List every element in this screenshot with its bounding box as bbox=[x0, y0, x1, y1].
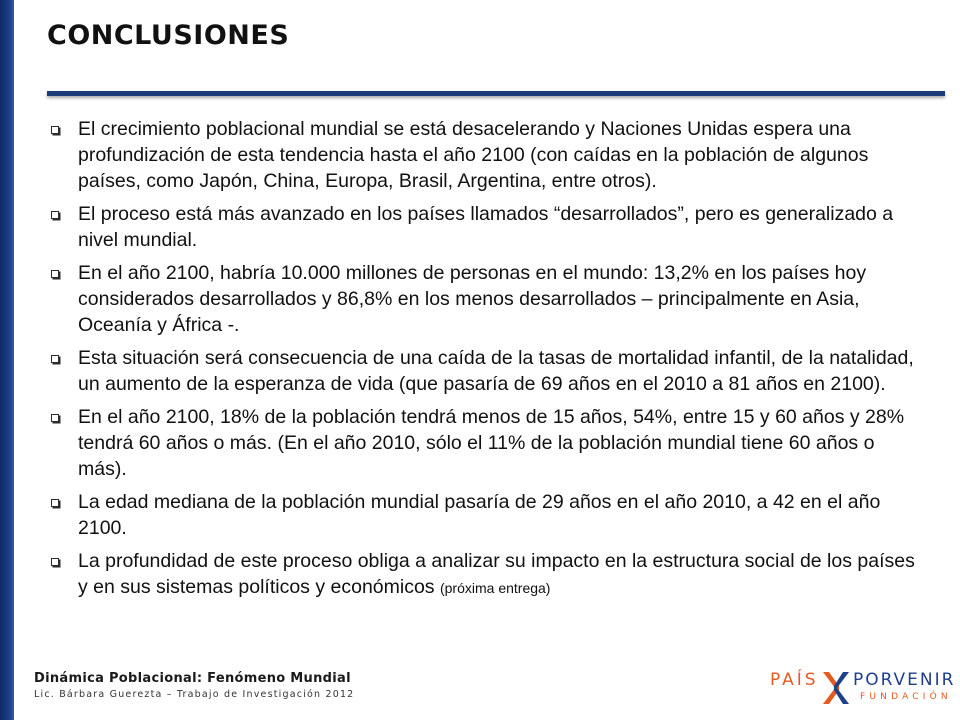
bullet-text: La profundidad de este proceso obliga a analizar su impacto en la estructura social de los países y en sus sistemas políticos y económicos bbox=[78, 550, 915, 598]
conclusions-list bbox=[46, 116, 916, 608]
slide-title: CONCLUSIONES bbox=[47, 20, 290, 51]
bullet-text: La edad mediana de la población mundial pasaría de 29 años en el año 2010, a 42 en el año 2100. bbox=[78, 491, 881, 539]
title-divider bbox=[47, 91, 945, 96]
bullet-note: (próxima entrega) bbox=[439, 580, 551, 596]
square-bullet-icon bbox=[51, 414, 59, 422]
list-item bbox=[46, 201, 916, 253]
square-bullet-icon bbox=[51, 126, 59, 134]
logo-fundacion-text: FUNDACIÓN bbox=[860, 692, 952, 702]
list-item bbox=[46, 548, 916, 601]
footer-author: Lic. Bárbara Guerezta – Trabajo de Investigación 2012 bbox=[34, 689, 355, 700]
footer-title: Dinámica Poblacional: Fenómeno Mundial bbox=[34, 671, 351, 686]
bullet-text: En el año 2100, 18% de la población tendrá menos de 15 años, 54%, entre 15 y 60 años y 28% tendrá 60 años o más. (En el año 2010, sólo el 11% de la población mundial tiene 60 años o más). bbox=[78, 406, 905, 480]
bullet-text: El crecimiento poblacional mundial se está desacelerando y Naciones Unidas espera una profundización de esta tendencia hasta el año 2100 (con caídas en la población de algunos países, como Japón, China, Europa, Brasil, Argentina, entre otros). bbox=[78, 118, 869, 192]
square-bullet-icon bbox=[51, 558, 59, 566]
list-item bbox=[46, 345, 916, 397]
list-item bbox=[46, 260, 916, 338]
bullet-text: En el año 2100, habría 10.000 millones de personas en el mundo: 13,2% en los países hoy considerados desarrollados y 86,8% en los menos desarrollados – principalmente en Asia, Oceanía y África -. bbox=[78, 262, 867, 336]
logo-pais-text: PAÍS bbox=[770, 670, 819, 690]
bullet-text: El proceso está más avanzado en los países llamados “desarrollados”, pero es generalizado a nivel mundial. bbox=[78, 203, 894, 251]
logo-x-mark-icon bbox=[821, 668, 851, 708]
list-item bbox=[46, 489, 916, 541]
square-bullet-icon bbox=[51, 211, 59, 219]
list-item bbox=[46, 116, 916, 194]
square-bullet-icon bbox=[51, 355, 59, 363]
list-item bbox=[46, 404, 916, 482]
square-bullet-icon bbox=[51, 270, 59, 278]
square-bullet-icon bbox=[51, 499, 59, 507]
bullet-text: Esta situación será consecuencia de una caída de la tasas de mortalidad infantil, de la natalidad, un aumento de la esperanza de vida (que pasaría de 69 años en el 2010 a 81 años en 2100). bbox=[78, 347, 914, 395]
fundacion-pais-porvenir-logo bbox=[770, 668, 956, 712]
logo-porvenir-text: PORVENIR bbox=[853, 670, 956, 690]
left-accent-bar bbox=[0, 0, 14, 720]
